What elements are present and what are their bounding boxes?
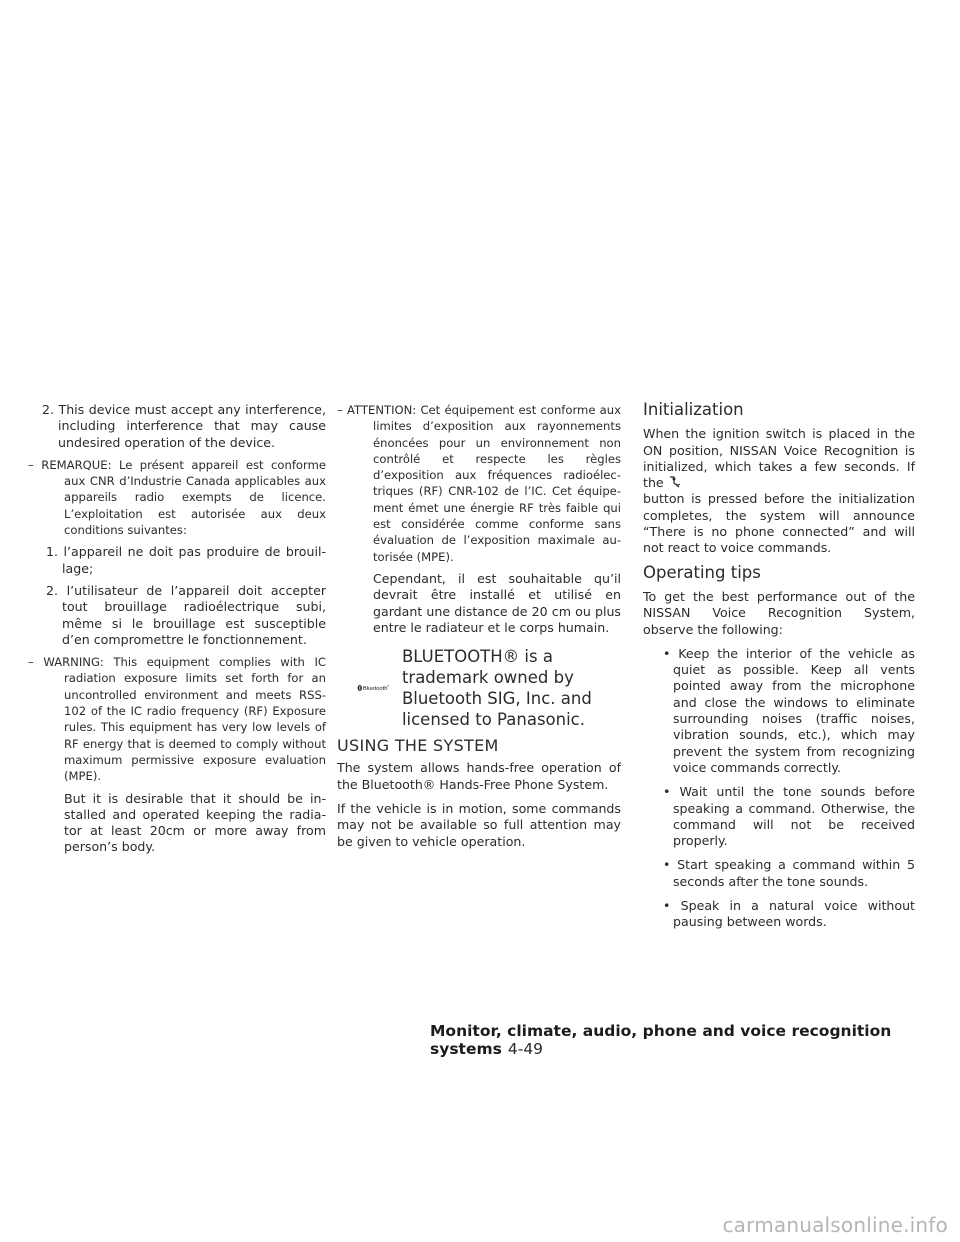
bluetooth-logo-wordmark: Bluetooth [362, 686, 388, 693]
tip-item: • Start speaking a command within 5 seconds after the tone sounds. [663, 857, 915, 889]
initialization-paragraph-b: button is pressed before the initialization completes, the system will announce “There is no phone connected” and will not react to voice commands. [643, 491, 915, 556]
section-heading-operating-tips: Operating tips [643, 562, 761, 582]
using-system-paragraph-1: The system allows hands-free operation of the Bluetooth® Hands-Free Phone System. [337, 760, 621, 792]
using-system-paragraph-2: If the vehicle is in motion, some commands may not be available so full attention may be given to vehicle operation. [337, 801, 621, 849]
svg-text:®: ® [387, 684, 389, 688]
footer-chapter-title: Monitor, climate, audio, phone and voice recognition systems [430, 1022, 892, 1058]
bluetooth-trademark-text: BLUETOOTH® is a trademark owned by Bluetooth SIG, Inc. and licensed to Panasonic. [401, 647, 592, 730]
section-heading-using-the-system: USING THE SYSTEM [337, 736, 499, 756]
bluetooth-trademark-block [337, 646, 621, 730]
attention-paragraph: – ATTENTION: Cet équipement est conforme aux limites d’exposition aux rayonnements énoncées pour un environnement non contrôlé et respecte les règles d’exposition aux fréquences radioélectriques (RF) CNR-102 de l’IC. Cet équipement émet une énergie RF très faible qui est considérée comme conforme sans évaluation de l’exposition maximale autorisée (MPE). [337, 403, 621, 564]
initialization-text-a: When the ignition switch is placed in the ON position, NISSAN Voice Recognition is initialized, which takes a few seconds. If the [643, 426, 915, 491]
attention-continuation: Cependant, il est souhaitable qu’il devrait être installé et utilisé en gardant une distance de 20 cm ou plus entre le radiateur et le corps humain. [373, 570, 621, 635]
tip-item: • Speak in a natural voice without pausing between words. [663, 898, 915, 930]
bluetooth-logo-icon [357, 668, 394, 708]
column-middle [337, 402, 621, 850]
talk-button-icon [668, 475, 682, 489]
column-left [28, 402, 326, 856]
page-number: 4-49 [507, 1040, 544, 1058]
initialization-paragraph-a [643, 426, 915, 491]
page-footer [430, 1022, 960, 1058]
french-list-item-2: 2. l’utilisateur de l’appareil doit accepter tout brouillage radioélectrique subi, même si le brouillage est susceptible d’en compromettre le fonctionnement. [46, 582, 326, 647]
french-list-item-1: 1. l’appareil ne doit pas produire de brouillage; [46, 544, 326, 576]
list-item-2: 2. This device must accept any interference, including interference that may cause undesired operation of the device. [42, 402, 326, 450]
watermark: carmanualsonline.info [722, 1213, 948, 1237]
remarque-paragraph: – REMARQUE: Le présent appareil est conforme aux CNR d’Industrie Canada applicables aux appareils radio exempts de licence. L’exploitation est autorisée aux deux conditions suivantes: [28, 457, 326, 538]
column-right [643, 402, 915, 939]
section-heading-initialization: Initialization [643, 400, 744, 419]
warning-continuation: But it is desirable that it should be installed and operated keeping the radiator at least 20cm or more away from person’s body. [64, 790, 326, 855]
tip-item: • Wait until the tone sounds before speaking a command. Otherwise, the command will not be received properly. [663, 784, 915, 849]
tips-intro: To get the best performance out of the NISSAN Voice Recognition System, observe the following: [643, 588, 915, 637]
warning-paragraph: – WARNING: This equipment complies with IC radiation exposure limits set forth for an uncontrolled environment and meets RSS-102 of the IC radio frequency (RF) Exposure rules. This equipment has very low levels of RF energy that is deemed to comply without maximum permissive exposure evaluation (MPE). [28, 655, 326, 784]
tip-item: • Keep the interior of the vehicle as quiet as possible. Keep all vents pointed away from the microphone and close the windows to eliminate surrounding noises (traffic noises, vibration sounds, etc.), which may prevent the system from recognizing voice commands correctly. [663, 645, 915, 775]
